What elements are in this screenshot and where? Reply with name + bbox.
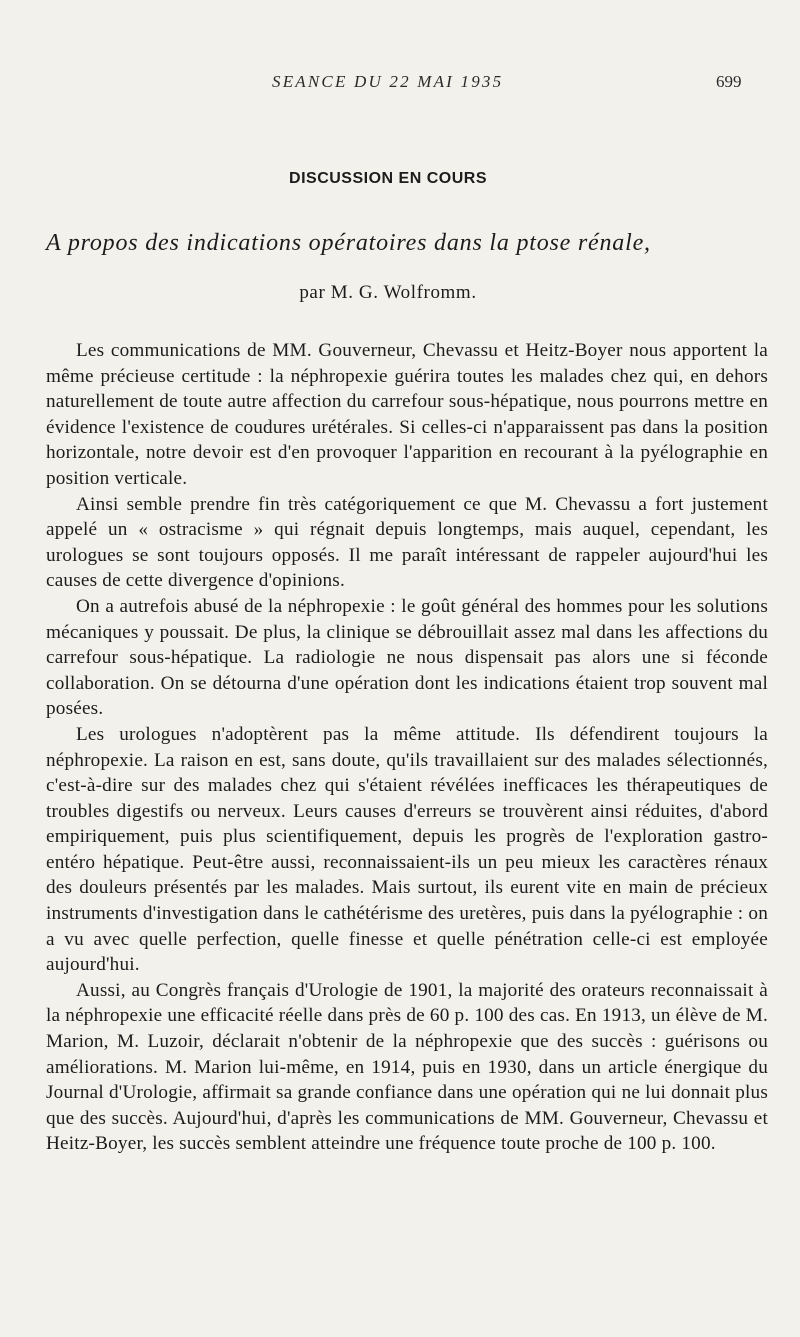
page-number: 699 (716, 72, 742, 91)
running-title: SEANCE DU 22 MAI 1935 (272, 72, 504, 91)
paragraph-4: Les urologues n'adoptèrent pas la même attitude. Ils défendirent toujours la néphropexie. La raison en est, sans doute, qu'ils travaillaient sur des malades sélectionnés, c'est-à-dire sur des malades chez qui s'étaient révélées inefficaces les thérapeutiques de troubles digestifs ou nerveux. Leurs causes d'erreurs se trouvèrent ainsi réduites, d'abord empiriquement, puis plus scientifiquement, depuis les progrès de l'exploration gastro-entéro hépatique. Peut-être aussi, reconnaissaient-ils un peu mieux les caractères rénaux des douleurs présentés par les malades. Mais surtout, ils eurent vite en main de précieux instruments d'investigation dans le cathétérisme des uretères, puis dans la pyélographie : on a vu avec quelle perfection, quelle finesse et quelle pénétration celle-ci est employée aujourd'hui. (46, 723, 768, 976)
section-heading: DISCUSSION EN COURS (289, 170, 487, 187)
paragraph-5: Aussi, au Congrès français d'Urologie de 1901, la majorité des orateurs reconnaissait à la néphropexie une efficacité réelle dans près de 60 p. 100 des cas. En 1913, un élève de M. Marion, M. Luzoir, déclarait n'obtenir de la néphropexie que des succès : guérisons ou améliorations. M. Marion lui-même, en 1914, puis en 1930, dans un article énergique du Journal d'Urologie, affirmait sa grande confiance dans une opération qui ne lui donnait plus que des succès. Aujourd'hui, d'après les communications de MM. Gouverneur, Chevassu et Heitz-Boyer, les succès semblent atteindre une fréquence toute proche de 100 p. 100. (46, 979, 768, 1155)
paragraph-2: Ainsi semble prendre fin très catégoriquement ce que M. Chevassu a fort justement appelé un « ostracisme » qui régnait depuis longtemps, mais auquel, cependant, les urologues se sont toujours opposés. Il me paraît intéressant de rappeler aujourd'hui les causes de cette divergence d'opinions. (46, 493, 768, 592)
article-body (46, 338, 768, 1157)
paragraph-1: Les communications de MM. Gouverneur, Chevassu et Heitz-Boyer nous apportent la même précieuse certitude : la néphropexie guérira toutes les malades chez qui, en dehors naturellement de toute autre affection du carrefour sous-hépatique, nous pourrons mettre en évidence l'existence de coudures urétérales. Si celles-ci n'apparaissent pas dans la position horizontale, notre devoir est d'en provoquer l'apparition en recourant à la pyélographie en position verticale. (46, 340, 768, 489)
article-title: A propos des indications opératoires dans la ptose rénale, (46, 230, 651, 256)
running-header (0, 72, 800, 102)
author-line: par M. G. Wolfromm. (299, 282, 477, 303)
paragraph-3: On a autrefois abusé de la néphropexie : le goût général des hommes pour les solutions mécaniques y poussait. De plus, la clinique se débrouillait assez mal dans les affections du carrefour sous-hépatique. La radiologie ne nous dispensait pas alors une si féconde collaboration. On se détourna d'une opération dont les indications étaient trop souvent mal posées. (46, 595, 768, 720)
